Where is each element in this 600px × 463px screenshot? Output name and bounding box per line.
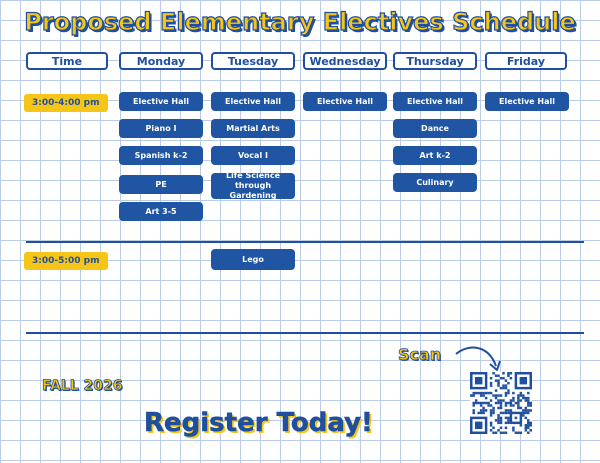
qr-code-icon[interactable]	[470, 372, 532, 434]
header-time: Time	[26, 52, 108, 70]
class-thursday-4[interactable]: Culinary	[393, 173, 477, 192]
header-tuesday: Tuesday	[211, 52, 295, 70]
header-friday: Friday	[485, 52, 567, 70]
header-wednesday: Wednesday	[303, 52, 387, 70]
class-friday-1[interactable]: Elective Hall	[485, 92, 569, 111]
class-thursday-2[interactable]: Dance	[393, 119, 477, 138]
class-monday-4[interactable]: PE	[119, 175, 203, 194]
class-monday-5[interactable]: Art 3-5	[119, 202, 203, 221]
time-slot-2: 3:00-5:00 pm	[24, 252, 108, 270]
header-monday: Monday	[119, 52, 203, 70]
class-wednesday-1[interactable]: Elective Hall	[303, 92, 387, 111]
class-monday-3[interactable]: Spanish k-2	[119, 146, 203, 165]
term-label: FALL 2026	[42, 378, 123, 394]
scan-label: Scan	[398, 345, 442, 364]
header-thursday: Thursday	[393, 52, 477, 70]
class-tuesday-4[interactable]: Life Science through Gardening	[211, 173, 295, 199]
class-tuesday-slot2-1[interactable]: Lego	[211, 249, 295, 270]
class-tuesday-1[interactable]: Elective Hall	[211, 92, 295, 111]
page-title: Proposed Elementary Electives Schedule	[24, 8, 576, 36]
divider-2	[26, 332, 584, 334]
class-thursday-1[interactable]: Elective Hall	[393, 92, 477, 111]
class-tuesday-2[interactable]: Martial Arts	[211, 119, 295, 138]
class-monday-2[interactable]: Piano I	[119, 119, 203, 138]
class-monday-1[interactable]: Elective Hall	[119, 92, 203, 111]
register-heading: Register Today!	[144, 408, 373, 438]
time-slot-1: 3:00-4:00 pm	[24, 94, 108, 112]
divider-1	[26, 241, 584, 243]
class-tuesday-3[interactable]: Vocal I	[211, 146, 295, 165]
class-thursday-3[interactable]: Art k-2	[393, 146, 477, 165]
